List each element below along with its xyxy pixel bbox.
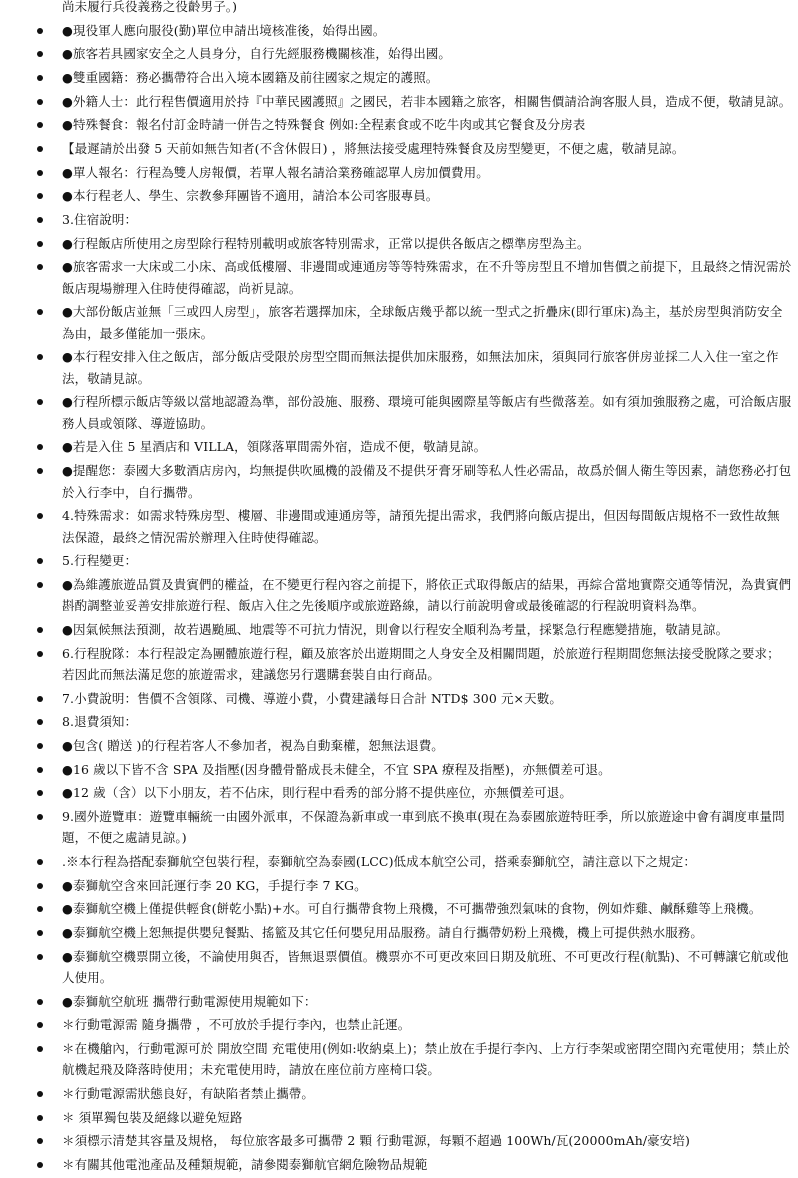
line-text: ●現役軍人應向服役(勤)單位申請出境核准後，始得出國。 bbox=[62, 22, 386, 38]
bullet-item bbox=[0, 233, 798, 254]
line-text: ＊行動電源需 隨身攜帶 ，不可放於手提行李內，也禁止託運。 bbox=[62, 1017, 411, 1033]
bullet-dot-icon bbox=[37, 264, 43, 270]
bullet-dot-icon bbox=[37, 241, 43, 247]
bullet-item bbox=[0, 1130, 798, 1151]
line-text: ●提醒您：泰國大多數酒店房內，均無提供吹風機的設備及不提供牙膏牙刷等私人性必需品，故爲於個人衛生等因素，請您務必打包於入行李中，自行攜帶。 bbox=[62, 463, 792, 500]
bullet-dot-icon bbox=[37, 399, 43, 405]
bullet-dot-icon bbox=[37, 767, 43, 773]
line-text: ●因氣候無法預測，故若遇颱風、地震等不可抗力情況，則會以行程安全順利為考量，採緊急行程應變措施，敬請見諒。 bbox=[62, 621, 729, 637]
bullet-dot-icon bbox=[37, 309, 43, 315]
bullet-dot-icon bbox=[37, 193, 43, 199]
bullet-item bbox=[0, 759, 798, 780]
section-heading: 3.住宿說明： bbox=[62, 211, 138, 227]
line-text: ●包含( 贈送 )的行程若客人不參加者，視為自動棄權，恕無法退費。 bbox=[62, 738, 444, 753]
line-text: ＊行動電源需狀態良好，有缺陷者禁止攜帶。 bbox=[62, 1086, 315, 1102]
bullet-item bbox=[0, 782, 798, 803]
line-text: ●旅客若具國家安全之人員身分，自行先經服務機關核准，始得出國。 bbox=[62, 46, 452, 62]
bullet-item bbox=[0, 67, 798, 88]
line-text: ●泰獅航空機上僅提供輕食(餅乾小點)+水。可自行攜帶食物上飛機，不可攜帶強烈氣味的食物，例如炸雞、鹹酥雞等上飛機。 bbox=[62, 901, 762, 917]
line-text: ●行程飯店所使用之房型除行程特別載明或旅客特別需求，正常以提供各飯店之標準房型為主。 bbox=[62, 235, 590, 251]
section-heading: 8.退費須知： bbox=[62, 714, 138, 730]
bullet-dot-icon bbox=[37, 582, 43, 588]
bullet-dot-icon bbox=[37, 1162, 43, 1168]
line-text: 【最遲請於出發 5 天前如無告知者(不含休假日) ，將無法接受處理特殊餐食及房型變更，不便之處，敬請見諒。 bbox=[62, 140, 685, 156]
bullet-item bbox=[0, 91, 798, 112]
line-text: ●大部份飯店並無「三或四人房型」，旅客若選擇加床，全球飯店幾乎都以統一型式之折疊床(即行軍床)為主，基於房型與消防安全為由，最多僅能加一張床。 bbox=[62, 304, 783, 341]
bullet-dot-icon bbox=[37, 719, 43, 725]
bullet-dot-icon bbox=[37, 906, 43, 912]
line-text: ●泰獅航空含來回託運行李 20 KG，手提行李 7 KG。 bbox=[62, 877, 367, 893]
bullet-dot-icon bbox=[37, 146, 43, 152]
bullet-dot-icon bbox=[37, 468, 43, 474]
bullet-item bbox=[0, 162, 798, 183]
bullet-item bbox=[0, 138, 798, 159]
bullet-item bbox=[0, 550, 798, 571]
bullet-dot-icon bbox=[37, 1138, 43, 1144]
bullet-dot-icon bbox=[37, 627, 43, 633]
bullet-item bbox=[0, 1083, 798, 1104]
bullet-item bbox=[0, 1014, 798, 1035]
text-line bbox=[0, 0, 798, 17]
line-text: ●特殊餐食：報名付訂金時請一併告之特殊餐食 例如:全程素食或不吃牛肉或其它餐食及分房表 bbox=[62, 117, 586, 133]
line-text: 6.行程脫隊：本行程設定為團體旅遊行程，顧及旅客於出遊期間之人身安全及相關問題，於旅遊行程期間您無法接受脫隊之要求；若因此而無法滿足您的旅遊需求，建議您另行選購套裝自由行商品。 bbox=[62, 645, 780, 683]
line-text: ＊須標示清楚其容量及規格， 每位旅客最多可攜帶 2 顆 行動電源，每顆不超過 100Wh/瓦(20000mAh/豪安培) bbox=[62, 1133, 690, 1149]
bullet-item bbox=[0, 991, 798, 1012]
bullet-dot-icon bbox=[37, 1091, 43, 1097]
bullet-item bbox=[0, 460, 798, 503]
bullet-dot-icon bbox=[37, 1046, 43, 1052]
bullet-item bbox=[0, 898, 798, 919]
bullet-item bbox=[0, 688, 798, 709]
bullet-item bbox=[0, 301, 798, 344]
bullet-item bbox=[0, 1038, 798, 1081]
bullet-item bbox=[0, 256, 798, 299]
line-text: ●雙重國籍：務必攜帶符合出入境本國籍及前往國家之規定的護照。 bbox=[62, 69, 439, 85]
bullet-dot-icon bbox=[37, 444, 43, 450]
bullet-item bbox=[0, 185, 798, 206]
line-text: ●泰獅航空航班 攜帶行動電源使用規範如下： bbox=[62, 993, 317, 1009]
line-text: 7.小費說明：售價不含領隊、司機、導遊小費，小費建議每日合計 NTD$ 300 元×天數。 bbox=[62, 690, 562, 706]
line-text: ●泰獅航空機上恕無提供嬰兒餐點、搖籃及其它任何嬰兒用品服務。請自行攜帶奶粉上飛機，機上可提供熱水服務。 bbox=[62, 925, 704, 940]
bullet-dot-icon bbox=[37, 513, 43, 519]
bullet-dot-icon bbox=[37, 883, 43, 889]
bullet-item bbox=[0, 619, 798, 640]
bullet-dot-icon bbox=[37, 75, 43, 81]
bullet-item bbox=[0, 711, 798, 732]
bullet-item bbox=[0, 851, 798, 872]
bullet-item bbox=[0, 1107, 798, 1128]
line-text: ●旅客需求一大床或二小床、高或低樓層、非邊間或連通房等等特殊需求，在不升等房型且不增加售價之前提下，且最終之情況需於飯店現場辦理入住時使得確認，尚祈見諒。 bbox=[62, 259, 792, 296]
bullet-item bbox=[0, 20, 798, 41]
bullet-item bbox=[0, 922, 798, 943]
line-text: ●外籍人士：此行程售價適用於持『中華民國護照』之國民，若非本國籍之旅客，相關售價請洽詢客服人員，造成不便，敬請見諒。 bbox=[62, 93, 792, 109]
line-text: ●單人報名：行程為雙人房報價，若單人報名請洽業務確認單人房加價費用。 bbox=[62, 164, 489, 180]
bullet-dot-icon bbox=[37, 170, 43, 176]
bullet-dot-icon bbox=[37, 99, 43, 105]
line-text: .※本行程為搭配泰獅航空包裝行程，泰獅航空為泰國(LCC)低成本航空公司，搭乘泰獅航空，請注意以下之規定： bbox=[62, 854, 696, 870]
bullet-dot-icon bbox=[37, 651, 43, 657]
line-text: ●本行程安排入住之飯店，部分飯店受限於房型空間而無法提供加床服務，如無法加床，須與同行旅客併房並採二人入住一室之作法，敬請見諒。 bbox=[62, 349, 779, 386]
bullet-item bbox=[0, 806, 798, 849]
bullet-item bbox=[0, 43, 798, 64]
line-text: ●行程所標示飯店等級以當地認證為準，部份設施、服務、環境可能與國際星等飯店有些微落差。如有須加強服務之處，可洽飯店服務人員或領隊、導遊協助。 bbox=[62, 394, 792, 431]
bullet-item bbox=[0, 875, 798, 896]
bullet-dot-icon bbox=[37, 930, 43, 936]
line-text: 尚未履行兵役義務之役齡男子。) bbox=[62, 0, 238, 14]
line-text: 9.國外遊覽車：遊覽車輛統一由國外派車，不保證為新車或一車到底不換車(現在為泰國旅遊特旺季，所以旅遊途中會有調度車量問題，不便之處請見諒。) bbox=[62, 808, 785, 846]
bullet-item bbox=[0, 505, 798, 548]
line-text: ＊在機艙內，行動電源可於 開放空間 充電使用(例如:收納桌上)；禁止放在手提行李內、上方行李架或密閉空間內充電使用；禁止於航機起飛及降落時使用；未充電使用時，請放在座位前方座椅口袋。 bbox=[62, 1041, 791, 1078]
bullet-dot-icon bbox=[37, 954, 43, 960]
bullet-item bbox=[0, 209, 798, 230]
section-heading: 5.行程變更： bbox=[62, 553, 138, 569]
bullet-item bbox=[0, 643, 798, 686]
bullet-item bbox=[0, 574, 798, 617]
bullet-dot-icon bbox=[37, 28, 43, 34]
bullet-dot-icon bbox=[37, 51, 43, 57]
bullet-dot-icon bbox=[37, 859, 43, 865]
bullet-dot-icon bbox=[37, 217, 43, 223]
bullet-item bbox=[0, 436, 798, 457]
line-text: ●若是入住 5 星酒店和 VILLA，領隊落單間需外宿，造成不便，敬請見諒。 bbox=[62, 439, 487, 455]
bullet-dot-icon bbox=[37, 122, 43, 128]
bullet-item bbox=[0, 1154, 798, 1175]
bullet-item bbox=[0, 391, 798, 434]
bullet-item bbox=[0, 114, 798, 135]
bullet-dot-icon bbox=[37, 790, 43, 796]
bullet-dot-icon bbox=[37, 999, 43, 1005]
bullet-item bbox=[0, 346, 798, 389]
bullet-dot-icon bbox=[37, 696, 43, 702]
bullet-dot-icon bbox=[37, 1022, 43, 1028]
line-text: 4.特殊需求：如需求特殊房型、樓層、非邊間或連通房等，請預先提出需求，我們將向飯店提出，但因每間飯店規格不一致性故無法保證，最終之情況需於辦理入住時使得確認。 bbox=[62, 508, 780, 545]
line-text: ●12 歲（含）以下小朋友，若不佔床，則行程中看秀的部分將不提供座位，亦無價差可退。 bbox=[62, 785, 572, 801]
bullet-dot-icon bbox=[37, 558, 43, 564]
line-text: ●為維護旅遊品質及貴賓們的權益，在不變更行程內容之前提下，將依正式取得飯店的結果，再綜合當地實際交通等情況，為貴賓們斟酌調整並妥善安排旅遊行程、飯店入住之先後順序或旅遊路線，請以行前說明會或最後確認的行程說明資料為準。 bbox=[62, 576, 792, 614]
bullet-item bbox=[0, 735, 798, 756]
line-text: ＊有關其他電池產品及種類規範，請參閱泰獅航官網危險物品規範 bbox=[62, 1157, 428, 1173]
line-text: ●泰獅航空機票開立後，不論使用與否，皆無退票價值。機票亦不可更改來回日期及航班、不可更改行程(航點)、不可轉讓它航或他人使用。 bbox=[62, 948, 789, 986]
line-text: ●16 歲以下皆不含 SPA 及指壓(因身體骨骼成長未健全，不宜 SPA 療程及指壓)，亦無價差可退。 bbox=[62, 761, 611, 777]
bullet-dot-icon bbox=[37, 814, 43, 820]
bullet-item bbox=[0, 946, 798, 989]
line-text: ●本行程老人、學生、宗教參拜團皆不適用，請洽本公司客服專員。 bbox=[62, 188, 439, 204]
bullet-dot-icon bbox=[37, 743, 43, 749]
bullet-dot-icon bbox=[37, 354, 43, 360]
line-text: ＊ 須單獨包裝及絕緣以避免短路 bbox=[62, 1109, 243, 1125]
bullet-dot-icon bbox=[37, 1115, 43, 1121]
